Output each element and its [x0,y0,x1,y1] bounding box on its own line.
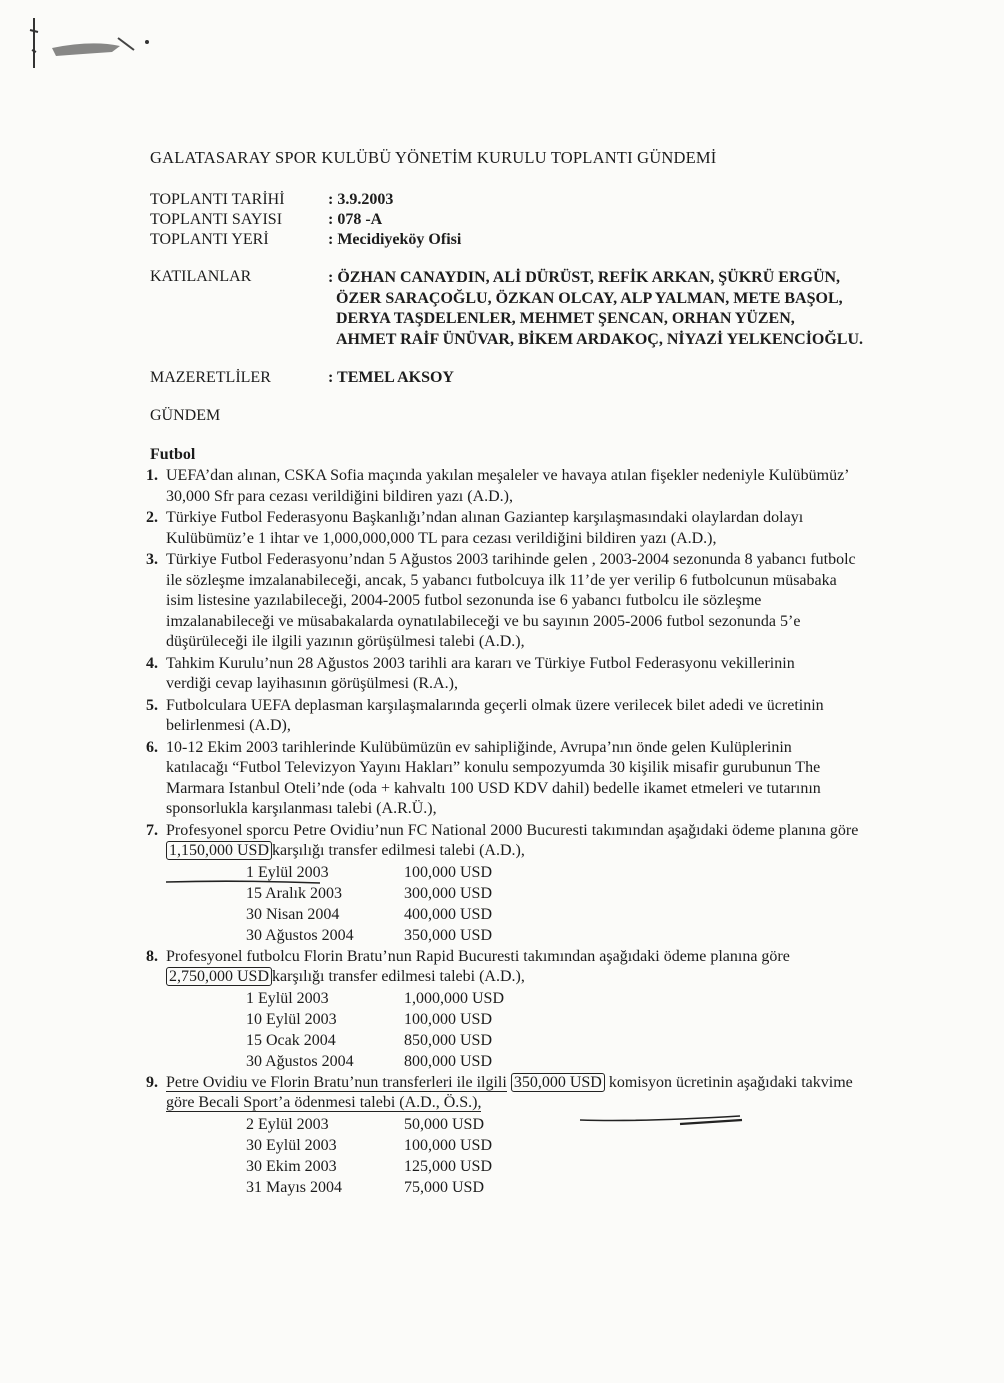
schedule-date: 30 Ekim 2003 [246,1157,337,1175]
item-number: 7. [146,821,158,839]
schedule-date: 30 Eylül 2003 [246,1136,337,1154]
schedule-row [246,1135,988,1156]
meta-value: : Mecidiyeköy Ofisi [328,231,462,248]
meta-value: : 078 -A [328,211,383,228]
item-text: karşılığı transfer edilmesi talebi (A.D.), [272,842,525,859]
amount-circled: 2,750,000 USD [166,967,272,986]
schedule-row [246,883,988,904]
payment-schedule [246,862,988,946]
item-text: Tahkim Kurulu’nun 28 Ağustos 2003 tarihli ara kararı ve Türkiye Futbol Federasyonu vekillerinin verdiği cevap layihasının görüşülmesi (R.A.), [166,654,795,692]
schedule-row [246,1009,988,1030]
item-line [166,841,988,862]
agenda-item [146,696,988,737]
schedule-row [246,1114,988,1135]
item-number: 4. [146,654,158,672]
meta-value: : 3.9.2003 [328,191,394,208]
schedule-amount: 50,000 USD [404,1115,485,1133]
item-number: 1. [146,467,158,484]
amount-circled: 350,000 USD [511,1073,605,1092]
schedule-amount: 100,000 USD [404,1010,493,1028]
item-text: Profesyonel futbolcu Florin Bratu’nun Rapid Bucuresti takımından aşağıdaki ödeme planına göre [166,947,790,965]
item-body [166,821,988,946]
agenda-item [146,508,988,549]
schedule-amount: 1,000,000 USD [404,989,505,1007]
item-number: 9. [146,1073,158,1091]
meta-label: TOPLANTI SAYISI [150,211,283,228]
amount-circled: 1,150,000 USD [166,841,272,860]
agenda-item [146,738,988,820]
item-text: Türkiye Futbol Federasyonu’ndan 5 Ağustos 2003 tarihinde gelen , 2003-2004 sezonunda 8 yabancı futbolc ile sözleşme imzalanabileceği, ancak, 5 yabancı futbolcuya ilk 11’de yer verilip 6 futbolcunun müsabaka isim listesine yazılabileceği, 2004-2005 futbol sezonunda ise 6 yabancı futbolcu ile sözleşme imzalanabileceği ve müsabakalarda oynatılabileceği ve bu sayının 2005-2006 futbol sezonunda 5’e düşürüleceği ile ilgili yazının görüşülmesi talebi (A.D.), [166,551,856,650]
item-text: göre Becali Sport’a ödenmesi talebi (A.D., Ö.S.), [166,1094,482,1111]
schedule-amount: 300,000 USD [404,884,493,902]
schedule-amount: 400,000 USD [404,905,493,923]
schedule-date: 30 Nisan 2004 [246,905,340,923]
item-number: 2. [146,509,158,526]
schedule-row [246,904,988,925]
item-text: komisyon ücretinin aşağıdaki takvime [608,1073,853,1091]
meeting-meta [150,190,461,250]
meta-row-place [150,230,461,250]
schedule-date: 30 Ağustos 2004 [246,926,354,944]
agenda-items [146,466,988,1199]
schedule-amount: 100,000 USD [404,863,493,881]
item-text: Profesyonel sporcu Petre Ovidiu’nun FC National 2000 Bucuresti takımından aşağıdaki ödeme planına göre [166,821,859,839]
attendees-line: DERYA TAŞDELENLER, MEHMET ŞENCAN, ORHAN YÜZEN, [336,310,795,327]
agenda-item [146,550,988,653]
schedule-date: 15 Aralık 2003 [246,884,342,902]
item-number: 8. [146,947,158,965]
schedule-row [246,1177,988,1198]
item-line [166,967,988,988]
schedule-row [246,988,988,1009]
item-text: 10-12 Ekim 2003 tarihlerinde Kulübümüzün ev sahipliğinde, Avrupa’nın önde gelen Kulüplerinin katılacağı “Futbol Televizyon Yayını Hakları” konulu sempozyumda 30 kişilik misafir gurubunun The Marmara Istanbul Oteli’nde (oda + kahvaltı 100 USD KDV dahil) bedelle ikamet etmeleri ve tutarının sponsorlukla karşılanması talebi (A.R.Ü.), [166,738,821,817]
agenda-item-transfer-bratu [146,947,988,1072]
item-text: UEFA’dan alınan, CSKA Sofia maçında yakılan meşaleler ve havaya atılan fişekler nedeniyle Kulübümüz’ 30,000 Sfr para cezası verildiğini bildiren yazı (A.D.), [166,467,850,505]
attendees-label: KATILANLAR [150,268,252,285]
payment-schedule [246,988,988,1072]
item-line [166,1093,988,1114]
document-title: GALATASARAY SPOR KULÜBÜ YÖNETİM KURULU TOPLANTI GÜNDEMİ [150,148,717,167]
schedule-date: 30 Ağustos 2004 [246,1052,354,1070]
agenda-item-commission [146,1073,988,1198]
meta-row-number [150,210,461,230]
schedule-amount: 75,000 USD [404,1178,485,1196]
item-text: karşılığı transfer edilmesi talebi (A.D.), [272,968,525,985]
schedule-date: 10 Eylül 2003 [246,1010,337,1028]
agenda-item [146,654,988,695]
schedule-row [246,925,988,946]
attendees-list [328,268,928,350]
schedule-amount: 850,000 USD [404,1031,493,1049]
meta-label: TOPLANTI TARİHİ [150,191,285,208]
agenda-item [146,466,988,507]
schedule-date: 1 Eylül 2003 [246,989,329,1007]
attendees-line: : ÖZHAN CANAYDIN, ALİ DÜRÜST, REFİK ARKAN, ŞÜKRÜ ERGÜN, [328,269,841,286]
schedule-date: 2 Eylül 2003 [246,1115,329,1133]
excused-value: : TEMEL AKSOY [328,369,454,386]
item-body [166,1073,988,1198]
excused-label: MAZERETLİLER [150,369,271,386]
item-number: 3. [146,551,158,568]
scan-artifact-mark [22,10,172,80]
schedule-row [246,1051,988,1072]
attendees-line: ÖZER SARAÇOĞLU, ÖZKAN OLCAY, ALP YALMAN, METE BAŞOL, [336,289,843,307]
item-text: Türkiye Futbol Federasyonu Başkanlığı’ndan alınan Gaziantep karşılaşmasındaki olaylardan dolayı Kulübümüz’e 1 ihtar ve 1,000,000,000 TL para cezası verildiğini bildiren yazı (A.D.), [166,509,804,547]
item-number: 5. [146,696,158,714]
schedule-row [246,862,988,883]
attendees-line: AHMET RAİF ÜNÜVAR, BİKEM ARDAKOÇ, NİYAZİ YELKENCİOĞLU. [336,330,864,348]
item-body [166,947,988,1072]
schedule-date: 1 Eylül 2003 [246,863,329,881]
schedule-amount: 100,000 USD [404,1136,493,1154]
schedule-date: 31 Mayıs 2004 [246,1178,342,1196]
section-label: Futbol [150,446,196,463]
schedule-row [246,1030,988,1051]
agenda-item-transfer-ovidiu [146,821,988,946]
schedule-date: 15 Ocak 2004 [246,1031,336,1049]
item-number: 6. [146,738,158,756]
meta-row-date [150,190,461,210]
item-text: Futbolculara UEFA deplasman karşılaşmalarında geçerli olmak üzere verilecek bilet adedi ve ücretinin belirlenmesi (A.D), [166,696,824,734]
meta-label: TOPLANTI YERİ [150,231,269,248]
schedule-amount: 800,000 USD [404,1052,493,1070]
agenda-label: GÜNDEM [150,407,221,424]
schedule-row [246,1156,988,1177]
schedule-amount: 125,000 USD [404,1157,493,1175]
schedule-amount: 350,000 USD [404,926,493,944]
item-line [166,1073,988,1094]
payment-schedule [246,1114,988,1198]
item-text: Petre Ovidiu ve Florin Bratu’nun transferleri ile ilgili [166,1073,507,1091]
